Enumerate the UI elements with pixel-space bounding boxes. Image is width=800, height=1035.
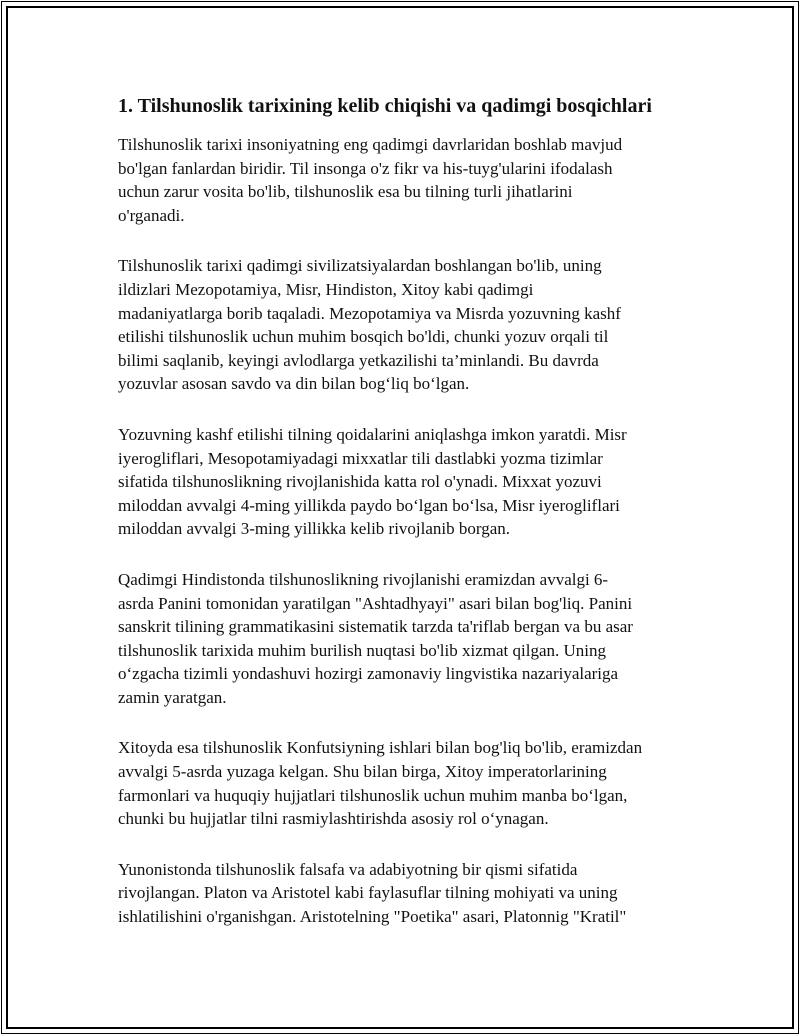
text-line: avvalgi 5-asrda yuzaga kelgan. Shu bilan birga, Xitoy imperatorlarining [118, 762, 607, 782]
text-line: bilimi saqlanib, keyingi avlodlarga yetkazilishi ta’minlandi. Bu davrda [118, 350, 599, 370]
text-line: ildizlari Mezopotamiya, Misr, Hindiston, Xitoy kabi qadimgi [118, 279, 534, 299]
text-line: tilshunoslik tarixida muhim burilish nuqtasi bo'lib xizmat qilgan. Uning [118, 640, 607, 660]
text-line: ishlatilishini o'rganishgan. Aristotelning "Poetika" asari, Platonnig "Kratil" [118, 907, 627, 927]
text-line: Tilshunoslik tarixi insoniyatning eng qadimgi davrlaridan boshlab mavjud [118, 135, 623, 154]
text-line: iyerogliflari, Mesopotamiyadagi mixxatlar tili dastlabki yozma tizimlar [118, 448, 603, 468]
paragraph-intro [118, 133, 688, 227]
text-line: miloddan avvalgi 3-ming yillikka kelib rivojlanib borgan. [118, 519, 511, 539]
paragraph-writing [118, 423, 688, 541]
text-line: uchun zarur vosita bo'lib, tilshunoslik esa bu tilning turli jihatlarini [118, 182, 573, 202]
paragraph-greece [118, 858, 688, 929]
text-line: yozuvlar asosan savdo va din bilan bog‘liq bo‘lgan. [118, 374, 470, 394]
text-line: zamin yaratgan. [118, 687, 227, 707]
text-line: farmonlari va huquqiy hujjatlari tilshunoslik uchun muhim manba bo‘lgan, [118, 785, 628, 805]
text-line: Tilshunoslik tarixi qadimgi sivilizatsiyalardan boshlangan bo'lib, uning [118, 256, 602, 276]
text-line: sifatida tilshunoslikning rivojlanishida katta rol o'ynadi. Mixxat yozuvi [118, 472, 602, 492]
text-line: etilishi tilshunoslik uchun muhim bosqich bo'ldi, chunki yozuv orqali til [118, 327, 609, 347]
text-line: bo'lgan fanlardan biridir. Til insonga o'z fikr va his-tuyg'ularini ifodalash [118, 158, 613, 178]
text-line: o‘zgacha tizimli yondashuvi hozirgi zamonaviy lingvistika nazariyalariga [118, 664, 619, 684]
text-line: miloddan avvalgi 4-ming yillikda paydo bo‘lgan bo‘lsa, Misr iyerogliflari [118, 495, 620, 515]
paragraph-india [118, 568, 688, 710]
text-line: Xitoyda esa tilshunoslik Konfutsiyning ishlari bilan bog'liq bo'lib, eramizdan [118, 738, 643, 758]
text-line: Yunonistonda tilshunoslik falsafa va adabiyotning bir qismi sifatida [118, 859, 578, 879]
paragraph-civilizations [118, 254, 688, 396]
text-line: sanskrit tilining grammatikasini sistematik tarzda ta'riflab bergan va bu asar [118, 617, 633, 637]
text-line: o'rganadi. [118, 205, 185, 225]
paragraph-china [118, 736, 688, 830]
text-line: madaniyatlarga borib taqaladi. Mezopotamiya va Misrda yozuvning kashf [118, 303, 621, 323]
section-heading: 1. Tilshunoslik tarixining kelib chiqishi va qadimgi bosqichlari [118, 95, 652, 117]
document-body [118, 92, 688, 956]
text-line: Yozuvning kashf etilishi tilning qoidalarini aniqlashga imkon yaratdi. Misr [118, 424, 627, 444]
text-line: rivojlangan. Platon va Aristotel kabi faylasuflar tilning mohiyati va uning [118, 883, 618, 903]
text-line: asrda Panini tomonidan yaratilgan "Ashtadhyayi" asari bilan bog'liq. Panini [118, 593, 633, 613]
text-line: Qadimgi Hindistonda tilshunoslikning rivojlanishi eramizdan avvalgi 6- [118, 569, 609, 589]
text-line: chunki bu hujjatlar tilni rasmiylashtirishda asosiy rol o‘ynagan. [118, 809, 549, 829]
